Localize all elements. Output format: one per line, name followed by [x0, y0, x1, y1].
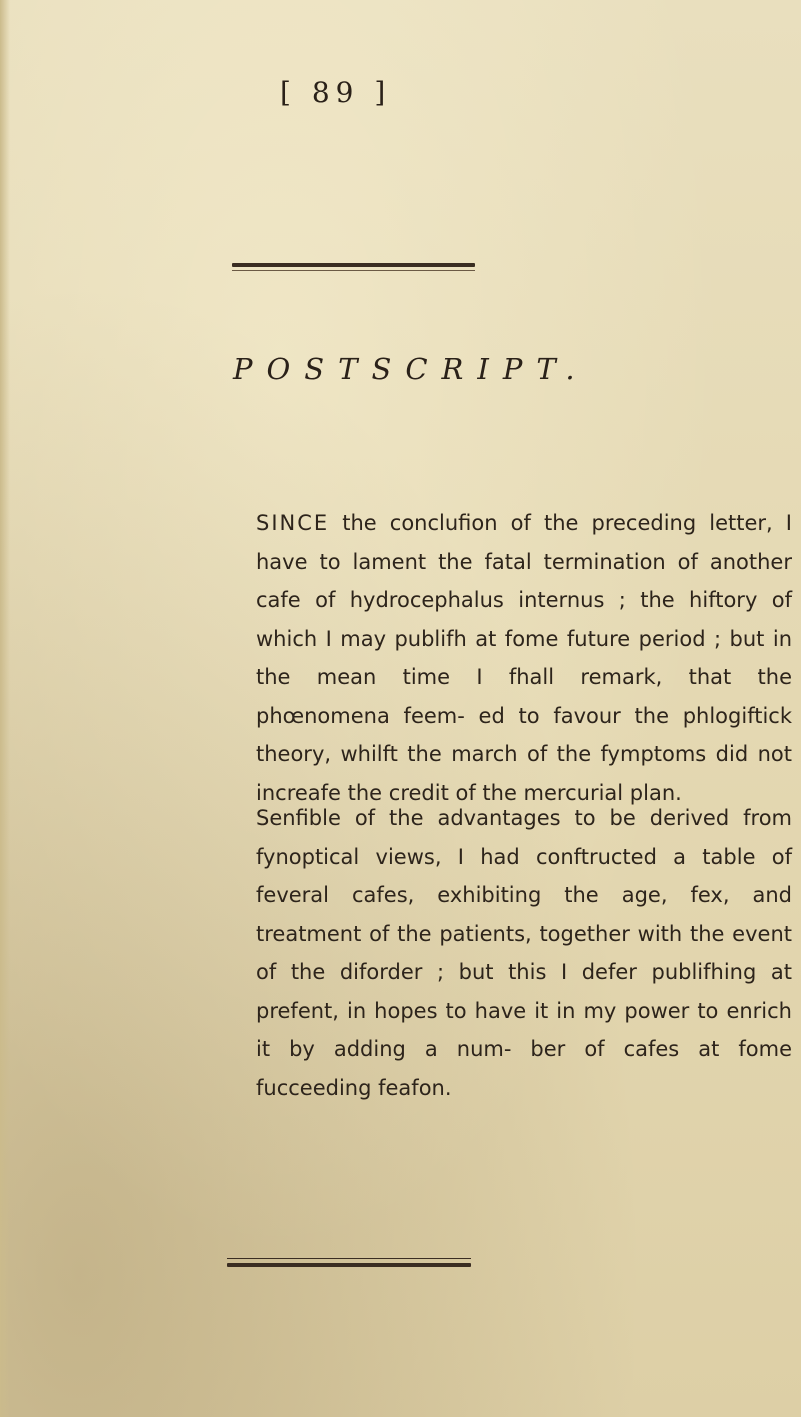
ornamental-rule-top — [232, 263, 475, 267]
ornamental-rule-top-thin — [232, 270, 475, 271]
page-number: [ 89 ] — [280, 76, 392, 109]
section-title: POSTSCRIPT. — [233, 352, 589, 386]
page-edge-shadow — [0, 0, 10, 1417]
ornamental-rule-bottom-thin — [227, 1258, 471, 1259]
paragraph-1-text: the conclufion of the preceding letter, I have to lament the fatal termination of another cafe of hydrocephalus internus ; the hiftory of which I may publifh at fome future period ; but in the mean time I fhall remark, that the phœnomena feem- ed to favour the phlogiftick theory, whilft the march of the fymptoms did not increafe the credit of the mercurial plan. — [256, 511, 792, 805]
paragraph-1-lead: SINCE — [256, 511, 330, 535]
ornamental-rule-bottom — [227, 1263, 471, 1267]
paragraph-1 — [226, 504, 792, 812]
paragraph-2: Senfible of the advantages to be derived from fynoptical views, I had conftructed a table of feveral cafes, exhibiting the age, fex, and treatment of the patients, together with the event of the diforder ; but this I defer publifhing at prefent, in hopes to have it in my power to enrich it by adding a num- ber of cafes at fome fucceeding feafon. — [256, 806, 792, 1100]
